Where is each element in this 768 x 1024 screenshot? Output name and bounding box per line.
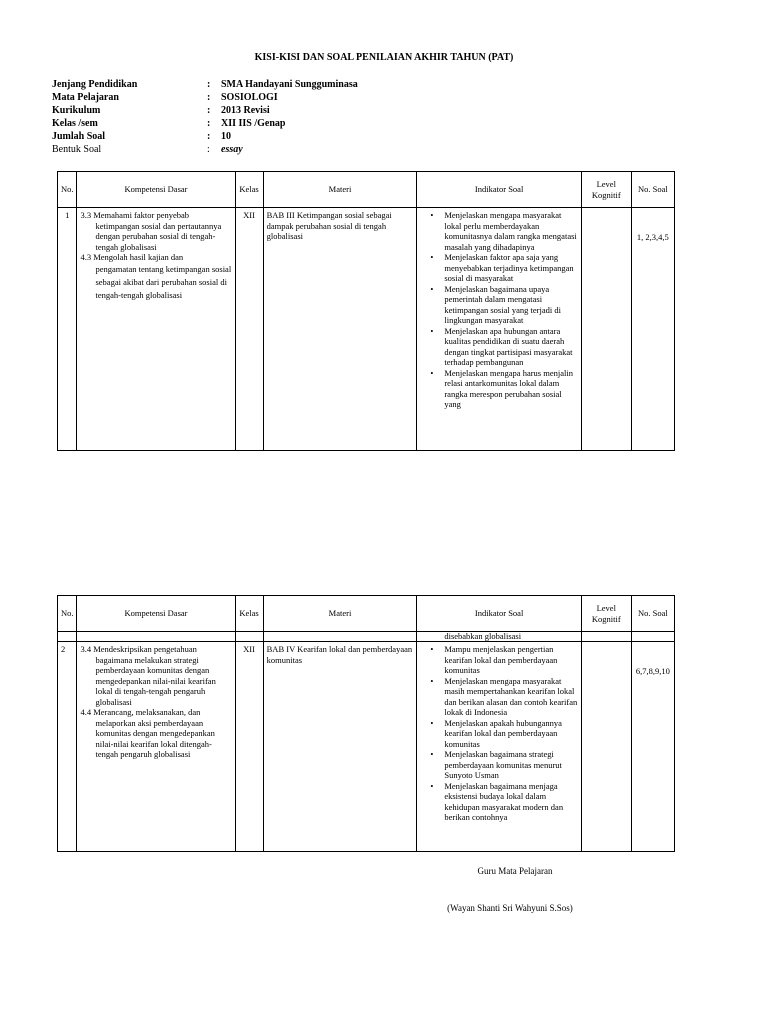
cell-kelas: XII (235, 642, 263, 852)
info-colon: : (207, 144, 210, 155)
header-materi: Materi (263, 172, 417, 208)
kd-item (80, 644, 231, 707)
info-row-jenjang (52, 78, 358, 91)
info-value: 10 (221, 131, 231, 142)
indikator-item: • Menjelaskan bagaimana menjaga eksistensi budaya lokal dalam kehidupan masyarakat modern dan berikan contohnya (444, 781, 578, 823)
indikator-item: • Menjelaskan bagaimana strategi pemberdayaan komunitas menurut Sunyoto Usman (444, 749, 578, 781)
info-value: SMA Handayani Sungguminasa (221, 79, 358, 90)
indikator-list (420, 210, 578, 410)
info-colon: : (207, 92, 211, 103)
kd-text-cont: melaporkan aksi pemberdayaan komunitas dengan mengedepankan nilai-nilai kearifan lokal ditengah-tengah pengaruh globalisasi (95, 717, 215, 759)
cell-materi: BAB III Ketimpangan sosial sebagai dampak perubahan sosial di tengah globalisasi (263, 208, 417, 451)
header-kompetensi: Kompetensi Dasar (77, 172, 235, 208)
info-value: SOSIOLOGI (221, 92, 278, 103)
kd-text-cont: pengamatan tentang ketimpangan sosial sebagai akibat dari perubahan sosial di tengah-tengah globalisasi (95, 263, 232, 300)
kd-text: Mengolah hasil kajian dan (93, 252, 184, 262)
info-colon: : (207, 131, 211, 142)
indikator-carryover: disebabkan globalisasi (417, 632, 582, 642)
info-block (52, 78, 358, 156)
header-indikator: Indikator Soal (417, 172, 582, 208)
no-soal-value: 1, 2,3,4,5 (636, 232, 669, 242)
header-kompetensi: Kompetensi Dasar (77, 596, 235, 632)
cell-no: 2 (58, 642, 77, 852)
header-level: Level Kognitif (581, 596, 631, 632)
info-label: Mata Pelajaran (52, 92, 119, 103)
header-materi: Materi (263, 596, 417, 632)
signature-name: (Wayan Shanti Sri Wahyuni S.Sos) (447, 903, 573, 913)
info-colon: : (207, 118, 211, 129)
header-kelas: Kelas (235, 172, 263, 208)
cell-kompetensi (77, 642, 235, 852)
kisi-table-2 (57, 595, 675, 852)
table-header-row (58, 172, 675, 208)
cell-indikator (417, 208, 582, 451)
indikator-item: • Menjelaskan mengapa masyarakat masih mempertahankan kearifan lokal dan berikan alasan dan contoh kearifan lokak di Indonesia (444, 676, 578, 718)
cell-kelas: XII (235, 208, 263, 451)
cell-indikator (417, 642, 582, 852)
cell-no: 1 (58, 208, 77, 451)
header-no: No. (58, 596, 77, 632)
header-kelas: Kelas (235, 596, 263, 632)
header-no-soal: No. Soal (631, 596, 674, 632)
kd-number: 4.4 (80, 707, 92, 717)
kd-number: 3.3 (80, 210, 92, 220)
info-label: Bentuk Soal (52, 144, 102, 155)
no-soal-value: 6,7,8,9,10 (635, 666, 670, 676)
kd-text: Memahami faktor penyebab (93, 210, 190, 220)
indikator-item: • Menjelaskan mengapa masyarakat lokal perlu memberdayakan komunitasnya dalam rangka mengatasi masalah yang dihadapinya (444, 210, 578, 252)
indikator-list (420, 644, 578, 823)
table-row-carryover (58, 632, 675, 642)
cell-no-soal (631, 642, 674, 852)
kd-number: 3.4 (80, 644, 92, 654)
kd-item (80, 210, 231, 252)
signature-role: Guru Mata Pelajaran (477, 866, 553, 876)
kd-text: Merancang, melaksanakan, dan (93, 707, 201, 717)
cell-level (581, 208, 631, 451)
info-value: essay (221, 144, 243, 155)
table-header-row (58, 596, 675, 632)
kisi-table-1 (57, 171, 675, 451)
page-title: KISI-KISI DAN SOAL PENILAIAN AKHIR TAHUN (PAT) (254, 52, 514, 63)
info-colon: : (207, 105, 211, 116)
info-colon: : (207, 79, 211, 90)
kd-text: Mendeskripsikan pengetahuan (93, 644, 197, 654)
kd-number: 4.3 (80, 252, 92, 262)
info-label: Kelas /sem (52, 118, 98, 129)
indikator-item: • Menjelaskan bagaimana upaya pemerintah dalam mengatasi ketimpangan sosial yang terjadi di lingkungan masyarakat (444, 284, 578, 326)
indikator-item: • Menjelaskan apakah hubungannya kearifan lokal dan pemberdayaan komunitas (444, 718, 578, 750)
indikator-item: • Mampu menjelaskan pengertian kearifan lokal dan pemberdayaan komunitas (444, 644, 578, 676)
header-level: Level Kognitif (581, 172, 631, 208)
cell-level (581, 642, 631, 852)
cell-materi: BAB IV Kearifan lokal dan pemberdayaan komunitas (263, 642, 417, 852)
info-row-kelas (52, 117, 358, 130)
header-indikator: Indikator Soal (417, 596, 582, 632)
kd-text-cont: bagaimana melakukan strategi pemberdayaan komunitas dengan mengedepankan nilai-nilai kearifan lokal di tengah-tengah pengaruh globalisasi (95, 654, 216, 707)
header-no: No. (58, 172, 77, 208)
kd-item (80, 707, 231, 760)
indikator-item: • Menjelaskan faktor apa saja yang menyebabkan terjadinya ketimpangan sosial di masyarakat (444, 252, 578, 284)
info-value: XII IIS /Genap (221, 118, 286, 129)
indikator-item: • Menjelaskan apa hubungan antara kualitas pendidikan di suatu daerah dengan tingkat partisipasi masyarakat terhadap pembangunan (444, 326, 578, 368)
info-label: Kurikulum (52, 105, 101, 116)
cell-no-soal (631, 208, 674, 451)
cell-kompetensi (77, 208, 235, 451)
header-no-soal: No. Soal (631, 172, 674, 208)
info-label: Jumlah Soal (52, 131, 106, 142)
table-row (58, 208, 675, 451)
info-row-jumlah (52, 130, 358, 143)
table-row (58, 642, 675, 852)
kd-item (80, 252, 231, 302)
info-label: Jenjang Pendidikan (52, 79, 138, 90)
info-value: 2013 Revisi (221, 105, 270, 116)
kd-text-cont: ketimpangan sosial dan pertautannya dengan perubahan sosial di tengah-tengah globalisasi (95, 220, 222, 252)
info-row-mapel (52, 91, 358, 104)
info-row-kurikulum (52, 104, 358, 117)
info-row-bentuk (52, 143, 358, 156)
indikator-item: • Menjelaskan mengapa harus menjalin relasi antarkomunitas lokal dalam rangka merespon perubahan sosial yang (444, 368, 578, 410)
